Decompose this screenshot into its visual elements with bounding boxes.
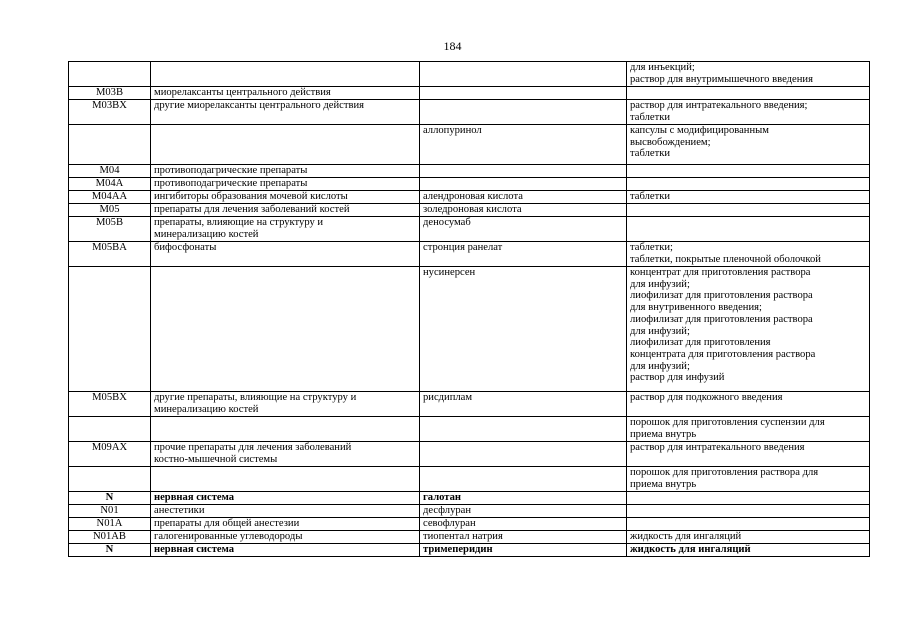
atc-code-cell: M04 <box>69 165 151 178</box>
group-name-cell: препараты, влияющие на структуру и минерализацию костей <box>151 217 420 242</box>
dosage-form-cell <box>627 87 870 100</box>
atc-code-cell: M05BX <box>69 392 151 417</box>
dosage-form-cell <box>627 492 870 505</box>
atc-code-cell: N01A <box>69 518 151 531</box>
table-row <box>69 544 870 557</box>
drug-name-cell <box>420 62 627 87</box>
drug-name-cell: галотан <box>420 492 627 505</box>
dosage-form-cell: концентрат для приготовления раствора для инфузий; лиофилизат для приготовления раствора для внутривенного введения; лиофилизат для приготовления раствора для инфузий; лиофилизат для приготовления концентрата для приготовления раствора для инфузий; раствор для инфузий <box>627 267 870 392</box>
atc-code-cell: M03BX <box>69 100 151 125</box>
drug-name-cell <box>420 165 627 178</box>
dosage-form-cell: раствор для подкожного введения <box>627 392 870 417</box>
dosage-form-cell <box>627 178 870 191</box>
dosage-form-cell: таблетки <box>627 191 870 204</box>
group-name-cell: бифосфонаты <box>151 242 420 267</box>
group-name-cell: другие миорелаксанты центрального действия <box>151 100 420 125</box>
atc-code-cell: N01AB <box>69 531 151 544</box>
group-name-cell <box>151 125 420 165</box>
table-row <box>69 531 870 544</box>
group-name-cell: другие препараты, влияющие на структуру и минерализацию костей <box>151 392 420 417</box>
atc-code-cell: N01 <box>69 505 151 518</box>
table-row <box>69 392 870 417</box>
table-row <box>69 100 870 125</box>
table-row <box>69 191 870 204</box>
atc-code-cell <box>69 267 151 392</box>
table-row <box>69 87 870 100</box>
atc-code-cell <box>69 125 151 165</box>
dosage-form-cell <box>627 518 870 531</box>
atc-code-cell: N <box>69 492 151 505</box>
table-row <box>69 505 870 518</box>
drug-name-cell <box>420 87 627 100</box>
dosage-form-cell: раствор для интратекального введения <box>627 442 870 467</box>
drug-name-cell: деносумаб <box>420 217 627 242</box>
group-name-cell: препараты для лечения заболеваний костей <box>151 204 420 217</box>
drug-name-cell: тримеперидин <box>420 544 627 557</box>
drug-name-cell: рисдиплам <box>420 392 627 417</box>
group-name-cell <box>151 267 420 392</box>
table-row <box>69 217 870 242</box>
table-row <box>69 62 870 87</box>
group-name-cell: нервная система <box>151 544 420 557</box>
atc-code-cell: M05B <box>69 217 151 242</box>
group-name-cell: препараты для общей анестезии <box>151 518 420 531</box>
drug-name-cell: нусинерсен <box>420 267 627 392</box>
group-name-cell: нервная система <box>151 492 420 505</box>
dosage-form-cell: капсулы с модифицированным высвобождением; таблетки <box>627 125 870 165</box>
dosage-form-cell: жидкость для ингаляций <box>627 531 870 544</box>
dosage-form-cell: порошок для приготовления раствора для приема внутрь <box>627 467 870 492</box>
drug-name-cell: тиопентал натрия <box>420 531 627 544</box>
group-name-cell <box>151 417 420 442</box>
dosage-form-cell: жидкость для ингаляций <box>627 544 870 557</box>
atc-code-cell <box>69 62 151 87</box>
table-row <box>69 417 870 442</box>
table-row <box>69 442 870 467</box>
table-row <box>69 178 870 191</box>
table-row <box>69 518 870 531</box>
drug-name-cell: алендроновая кислота <box>420 191 627 204</box>
group-name-cell: прочие препараты для лечения заболеваний костно-мышечной системы <box>151 442 420 467</box>
table-row <box>69 165 870 178</box>
group-name-cell: противоподагрические препараты <box>151 165 420 178</box>
atc-code-cell: M04A <box>69 178 151 191</box>
atc-code-cell: M04AA <box>69 191 151 204</box>
table-row <box>69 204 870 217</box>
atc-code-cell: M09AX <box>69 442 151 467</box>
group-name-cell: галогенированные углеводороды <box>151 531 420 544</box>
dosage-form-cell <box>627 505 870 518</box>
drug-name-cell <box>420 100 627 125</box>
drug-name-cell <box>420 417 627 442</box>
drug-name-cell: золедроновая кислота <box>420 204 627 217</box>
group-name-cell <box>151 467 420 492</box>
atc-classification-table <box>68 61 870 557</box>
table-row <box>69 467 870 492</box>
atc-code-cell: M03B <box>69 87 151 100</box>
drug-name-cell <box>420 178 627 191</box>
atc-code-cell: N <box>69 544 151 557</box>
group-name-cell: анестетики <box>151 505 420 518</box>
group-name-cell: миорелаксанты центрального действия <box>151 87 420 100</box>
dosage-form-cell: раствор для интратекального введения; таблетки <box>627 100 870 125</box>
atc-code-cell: M05 <box>69 204 151 217</box>
group-name-cell: ингибиторы образования мочевой кислоты <box>151 191 420 204</box>
group-name-cell <box>151 62 420 87</box>
table-body <box>69 62 870 557</box>
drug-name-cell: стронция ранелат <box>420 242 627 267</box>
dosage-form-cell <box>627 204 870 217</box>
drug-name-cell: десфлуран <box>420 505 627 518</box>
table-row <box>69 492 870 505</box>
table-row <box>69 267 870 392</box>
dosage-form-cell: для инъекций; раствор для внутримышечного введения <box>627 62 870 87</box>
drug-name-cell <box>420 442 627 467</box>
dosage-form-cell <box>627 217 870 242</box>
table-row <box>69 125 870 165</box>
table-row <box>69 242 870 267</box>
page-number: 184 <box>443 39 462 53</box>
dosage-form-cell: таблетки; таблетки, покрытые пленочной оболочкой <box>627 242 870 267</box>
dosage-form-cell <box>627 165 870 178</box>
group-name-cell: противоподагрические препараты <box>151 178 420 191</box>
atc-code-cell: M05BA <box>69 242 151 267</box>
drug-name-cell <box>420 467 627 492</box>
atc-code-cell <box>69 417 151 442</box>
drug-name-cell: аллопуринол <box>420 125 627 165</box>
drug-name-cell: севофлуран <box>420 518 627 531</box>
dosage-form-cell: порошок для приготовления суспензии для приема внутрь <box>627 417 870 442</box>
atc-code-cell <box>69 467 151 492</box>
